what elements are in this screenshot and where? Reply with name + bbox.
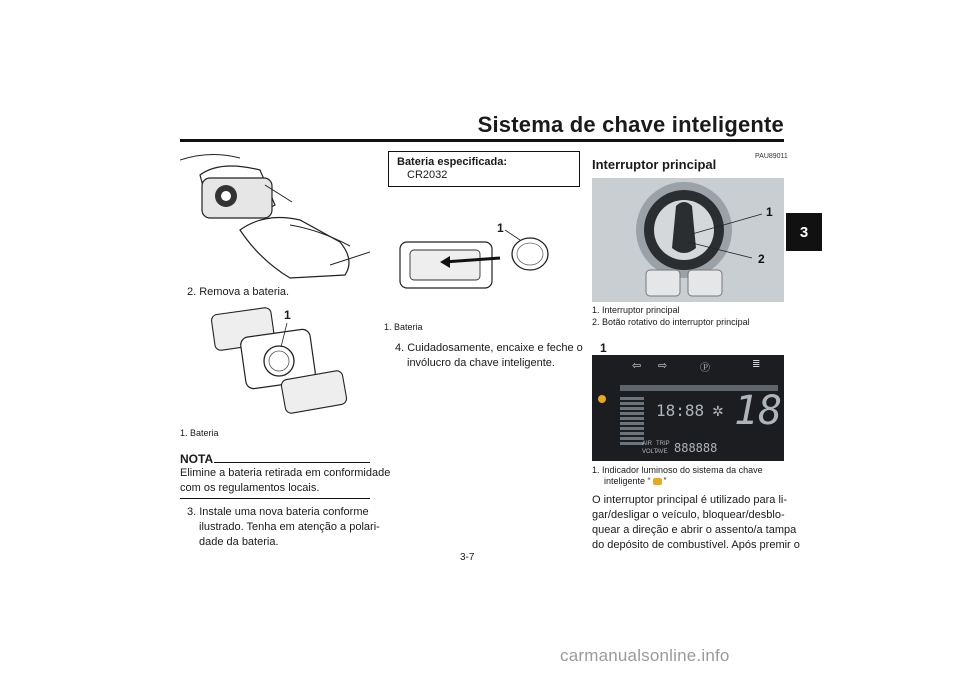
step-3-line-1: 3. Instale uma nova bateria conforme xyxy=(187,506,369,518)
smart-key-indicator-icon xyxy=(598,395,606,403)
fuel-gauge xyxy=(620,397,644,445)
switch-caption-2: 2. Botão rotativo do interruptor principal xyxy=(592,317,750,327)
step-4-line-1: 4. Cuidadosamente, encaixe e feche o xyxy=(395,342,583,354)
nota-end-rule xyxy=(180,498,370,499)
cluster-caption-post: ” xyxy=(663,476,667,486)
lcd-clock: 18:88 xyxy=(656,401,705,420)
parking-icon: Ⓟ xyxy=(700,363,710,374)
page-title: Sistema de chave inteligente xyxy=(477,112,784,137)
switch-callout-2: 2 xyxy=(758,252,765,266)
paragraph-line-2: gar/desligar o veículo, bloquear/desblo- xyxy=(592,509,785,521)
lcd-trip-label: TRIP xyxy=(656,441,670,447)
nota-label: NOTA xyxy=(180,452,214,466)
paragraph-line-3: quear a direção e abrir o assento/a tampa xyxy=(592,524,797,536)
watermark: carmanualsonline.info xyxy=(560,646,730,665)
spec-box xyxy=(388,151,580,187)
lcd-air-label: AIR xyxy=(642,441,653,447)
paragraph-line-1: O interruptor principal é utilizado para li- xyxy=(592,494,788,506)
key-hand-illustration xyxy=(180,150,370,282)
main-switch-photo xyxy=(592,178,784,302)
spec-label: Bateria especificada: xyxy=(397,156,508,168)
snowflake-icon: ✲ xyxy=(712,403,724,419)
left-arrow-icon: ⇦ xyxy=(632,360,642,372)
cluster-callout-1: 1 xyxy=(600,341,607,355)
battery-removal-illustration xyxy=(205,303,355,418)
switch-callout-1: 1 xyxy=(766,205,773,219)
cluster-caption-pre: inteligente “ xyxy=(604,476,651,486)
header-rule xyxy=(180,139,784,142)
nota-rule xyxy=(214,462,370,463)
section-code: PAU89011 xyxy=(755,153,788,160)
step-3-line-2: ilustrado. Tenha em atenção a polari- xyxy=(199,521,380,533)
install-callout-1: 1 xyxy=(497,221,504,235)
nota-text-1: Elimine a bateria retirada em conformidade xyxy=(180,467,391,479)
spec-value: CR2032 xyxy=(407,169,448,181)
headlight-icon: ≣ xyxy=(752,359,761,370)
switch-caption-1: 1. Interruptor principal xyxy=(592,305,680,315)
battery-install-illustration xyxy=(392,220,562,310)
page-number: 3-7 xyxy=(460,552,475,563)
nota-text-2: com os regulamentos locais. xyxy=(180,482,320,494)
figure-caption-install: 1. Bateria xyxy=(384,322,423,332)
step-4-line-2: invólucro da chave inteligente. xyxy=(407,357,555,369)
smart-key-icon xyxy=(653,478,662,485)
lcd-speed: 18 xyxy=(734,388,783,434)
lcd-volt-label: VOLT xyxy=(642,449,658,455)
step-2: 2. Remova a bateria. xyxy=(187,286,290,298)
instrument-cluster xyxy=(592,355,784,461)
battery-callout-1: 1 xyxy=(284,308,291,322)
step-3-line-3: dade da bateria. xyxy=(199,536,279,548)
figure-caption-battery: 1. Bateria xyxy=(180,428,219,438)
lcd-ave-label: AVE xyxy=(656,449,668,455)
right-arrow-icon: ⇨ xyxy=(658,360,668,372)
cluster-caption-line-2 xyxy=(604,476,667,487)
cluster-caption-line-1: 1. Indicador luminoso do sistema da chave xyxy=(592,465,763,475)
chapter-tab: 3 xyxy=(786,213,822,251)
lcd-odometer: 888888 xyxy=(674,441,718,455)
section-heading: Interruptor principal xyxy=(592,157,717,172)
paragraph-line-4: do depósito de combustível. Após premir o xyxy=(592,539,800,551)
